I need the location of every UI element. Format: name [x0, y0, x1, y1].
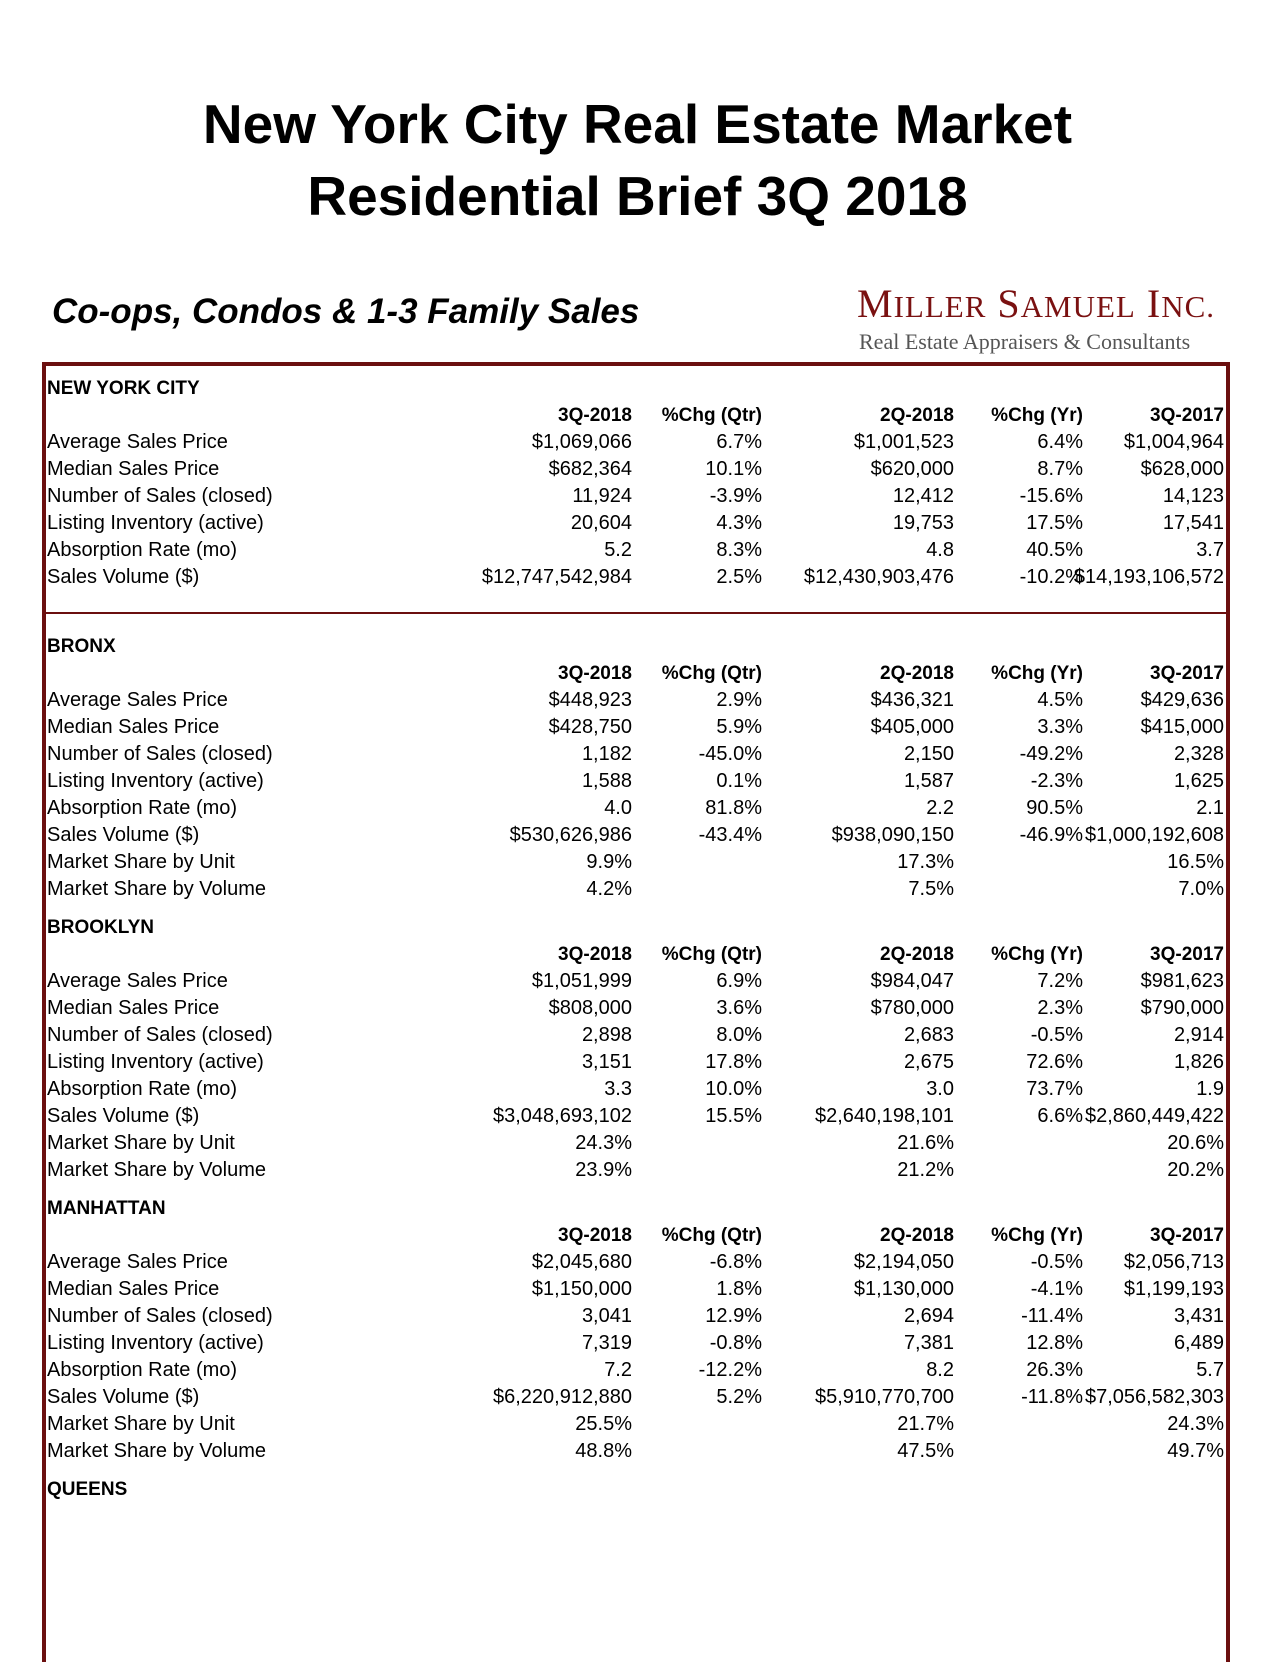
table-cell: 48.8% [575, 1440, 632, 1462]
table-cell: 3,151 [581, 1051, 632, 1073]
table-cell: -2.3% [1030, 770, 1083, 792]
table-cell: 23.9% [575, 1159, 632, 1181]
table-cell: -43.4% [698, 824, 762, 846]
table-cell: 20,604 [570, 512, 632, 534]
column-header: %Chg (Yr) [991, 663, 1083, 684]
table-cell: 17.8% [705, 1051, 762, 1073]
table-cell: -11.4% [1021, 1305, 1083, 1327]
column-header-row [46, 402, 1226, 429]
table-cell: $1,130,000 [853, 1278, 954, 1300]
table-cell: 1,625 [1173, 770, 1224, 792]
table-cell: -4.1% [1030, 1278, 1083, 1300]
table-cell: 1.9 [1196, 1078, 1224, 1100]
table-cell: 1,826 [1173, 1051, 1224, 1073]
table-cell: $1,199,193 [1123, 1278, 1224, 1300]
table-cell: 10.0% [705, 1078, 762, 1100]
section-divider [46, 612, 1226, 614]
section-title: MANHATTAN [47, 1198, 166, 1219]
table-cell: 12.9% [705, 1305, 762, 1327]
column-header: %Chg (Yr) [991, 944, 1083, 965]
table-cell: 1,182 [581, 743, 632, 765]
column-header: %Chg (Qtr) [661, 663, 762, 684]
row-label: Median Sales Price [47, 716, 220, 738]
column-header: 3Q-2017 [1150, 944, 1224, 965]
table-cell: $984,047 [870, 970, 954, 992]
table-cell: 2,683 [903, 1024, 954, 1046]
table-cell: 14,123 [1162, 485, 1224, 507]
row-label: Number of Sales (closed) [47, 1305, 273, 1327]
table-cell: $436,321 [870, 689, 954, 711]
table-cell: 5.2% [716, 1386, 762, 1408]
table-cell: $14,193,106,572 [1073, 566, 1224, 588]
table-cell: -49.2% [1019, 743, 1083, 765]
table-cell: 4.0 [604, 797, 632, 819]
table-cell: 3.6% [716, 997, 762, 1019]
table-cell: $2,640,198,101 [814, 1105, 954, 1127]
table-cell: $1,069,066 [531, 431, 632, 453]
table-cell: 6.7% [716, 431, 762, 453]
table-cell: 72.6% [1026, 1051, 1083, 1073]
table-cell: 16.5% [1167, 851, 1224, 873]
row-label: Absorption Rate (mo) [47, 1359, 238, 1381]
table-cell: 7.2% [1037, 970, 1083, 992]
table-row [46, 510, 1226, 537]
column-header-row [46, 1222, 1226, 1249]
row-label: Market Share by Volume [47, 878, 266, 900]
table-cell: 0.1% [716, 770, 762, 792]
row-label: Listing Inventory (active) [47, 512, 264, 534]
table-cell: 24.3% [1167, 1413, 1224, 1435]
table-cell: 7.0% [1178, 878, 1224, 900]
table-cell: 2.2 [926, 797, 954, 819]
row-label: Sales Volume ($) [47, 1386, 200, 1408]
table-cell: 19,753 [892, 512, 954, 534]
row-label: Market Share by Unit [47, 1132, 235, 1154]
table-row [46, 1276, 1226, 1303]
table-cell: 8.0% [716, 1024, 762, 1046]
table-cell: 11,924 [572, 485, 632, 507]
table-cell: 3.3% [1037, 716, 1083, 738]
table-cell: 3.3 [604, 1078, 632, 1100]
row-label: Absorption Rate (mo) [47, 1078, 238, 1100]
table-cell: 4.8 [926, 539, 954, 561]
table-cell: 2.1 [1196, 797, 1224, 819]
column-header: %Chg (Qtr) [661, 944, 762, 965]
table-row [46, 1157, 1226, 1184]
table-cell: -3.9% [709, 485, 762, 507]
table-cell: 8.7% [1037, 458, 1083, 480]
table-cell: 7.5% [908, 878, 954, 900]
column-header: 2Q-2018 [880, 663, 954, 684]
table-cell: $808,000 [548, 997, 632, 1019]
table-cell: $428,750 [548, 716, 632, 738]
table-cell: $2,045,680 [531, 1251, 632, 1273]
table-cell: $1,004,964 [1123, 431, 1224, 453]
table-cell: 6.4% [1037, 431, 1083, 453]
table-row [46, 1076, 1226, 1103]
row-label: Average Sales Price [47, 689, 228, 711]
table-cell: 6,489 [1173, 1332, 1224, 1354]
row-label: Market Share by Unit [47, 851, 235, 873]
row-label: Sales Volume ($) [47, 824, 200, 846]
table-cell: 7.2 [604, 1359, 632, 1381]
table-cell: 2.9% [716, 689, 762, 711]
column-header: 3Q-2018 [558, 405, 632, 426]
table-cell: 25.5% [575, 1413, 632, 1435]
table-cell: $530,626,986 [509, 824, 632, 846]
table-cell: 90.5% [1026, 797, 1083, 819]
row-label: Market Share by Volume [47, 1440, 266, 1462]
column-header: 2Q-2018 [880, 944, 954, 965]
table-cell: 9.9% [586, 851, 632, 873]
table-row [46, 687, 1226, 714]
table-row [46, 1384, 1226, 1411]
table-cell: $628,000 [1140, 458, 1224, 480]
table-cell: $938,090,150 [831, 824, 954, 846]
table-row [46, 537, 1226, 564]
column-header: 2Q-2018 [880, 1225, 954, 1246]
table-row [46, 795, 1226, 822]
column-header-row [46, 660, 1226, 687]
table-cell: 49.7% [1167, 1440, 1224, 1462]
table-row [46, 822, 1226, 849]
column-header: 3Q-2017 [1150, 1225, 1224, 1246]
section-title: QUEENS [47, 1479, 128, 1500]
table-cell: 4.2% [586, 878, 632, 900]
table-cell: 12.8% [1026, 1332, 1083, 1354]
table-cell: 21.2% [897, 1159, 954, 1181]
row-label: Listing Inventory (active) [47, 1332, 264, 1354]
table-cell: -6.8% [709, 1251, 762, 1273]
table-row [46, 1303, 1226, 1330]
region-section [46, 914, 1226, 1184]
row-label: Average Sales Price [47, 431, 228, 453]
table-cell: 5.2 [604, 539, 632, 561]
table-cell: 6.6% [1037, 1105, 1083, 1127]
table-cell: $448,923 [548, 689, 632, 711]
table-cell: 26.3% [1026, 1359, 1083, 1381]
table-cell: -10.2% [1019, 566, 1083, 588]
table-cell: 3.7 [1196, 539, 1224, 561]
table-cell: 5.9% [716, 716, 762, 738]
column-header-row [46, 941, 1226, 968]
table-cell: 81.8% [705, 797, 762, 819]
column-header: 3Q-2018 [558, 663, 632, 684]
row-label: Sales Volume ($) [47, 566, 200, 588]
table-cell: $1,000,192,608 [1084, 824, 1224, 846]
logo-wordmark: MILLER SAMUEL INC. [857, 281, 1216, 326]
table-cell: 2,914 [1173, 1024, 1224, 1046]
table-cell: $2,194,050 [853, 1251, 954, 1273]
table-cell: 6.9% [716, 970, 762, 992]
table-row [46, 429, 1226, 456]
table-cell: 17,541 [1162, 512, 1224, 534]
table-cell: $415,000 [1140, 716, 1224, 738]
title-line-2: Residential Brief 3Q 2018 [307, 165, 968, 227]
table-cell: 2,694 [903, 1305, 954, 1327]
table-cell: 3.0 [926, 1078, 954, 1100]
table-cell: 7,319 [581, 1332, 632, 1354]
row-label: Median Sales Price [47, 1278, 220, 1300]
table-cell: $1,001,523 [853, 431, 954, 453]
table-cell: 17.5% [1026, 512, 1083, 534]
column-header: 3Q-2017 [1150, 663, 1224, 684]
row-label: Number of Sales (closed) [47, 485, 273, 507]
table-cell: $6,220,912,880 [492, 1386, 632, 1408]
table-cell: 47.5% [897, 1440, 954, 1462]
row-label: Median Sales Price [47, 997, 220, 1019]
table-row [46, 849, 1226, 876]
table-row [46, 1357, 1226, 1384]
table-cell: 12,412 [892, 485, 954, 507]
row-label: Market Share by Volume [47, 1159, 266, 1181]
region-section [46, 633, 1226, 903]
row-label: Listing Inventory (active) [47, 770, 264, 792]
table-cell: $1,150,000 [531, 1278, 632, 1300]
column-header: 3Q-2018 [558, 1225, 632, 1246]
column-header: %Chg (Qtr) [661, 1225, 762, 1246]
table-row [46, 1103, 1226, 1130]
table-row [46, 483, 1226, 510]
table-row [46, 1330, 1226, 1357]
table-row [46, 564, 1226, 591]
row-label: Sales Volume ($) [47, 1105, 200, 1127]
table-cell: 15.5% [705, 1105, 762, 1127]
column-header: %Chg (Yr) [991, 1225, 1083, 1246]
table-cell: $790,000 [1140, 997, 1224, 1019]
row-label: Average Sales Price [47, 1251, 228, 1273]
table-cell: $682,364 [548, 458, 632, 480]
section-title: BROOKLYN [47, 917, 154, 938]
region-section [46, 375, 1226, 591]
table-cell: -0.5% [1030, 1251, 1083, 1273]
table-cell: 1,588 [581, 770, 632, 792]
table-cell: $780,000 [870, 997, 954, 1019]
table-cell: 2,150 [903, 743, 954, 765]
table-row [46, 1411, 1226, 1438]
table-cell: $12,430,903,476 [803, 566, 954, 588]
row-label: Market Share by Unit [47, 1413, 235, 1435]
table-cell: 10.1% [705, 458, 762, 480]
column-header: 3Q-2018 [558, 944, 632, 965]
table-cell: 73.7% [1026, 1078, 1083, 1100]
table-cell: 3,431 [1173, 1305, 1224, 1327]
title-line-1: New York City Real Estate Market [202, 93, 1073, 155]
table-cell: 40.5% [1026, 539, 1083, 561]
table-cell: 2,328 [1173, 743, 1224, 765]
table-cell: 21.6% [897, 1132, 954, 1154]
table-cell: -0.8% [709, 1332, 762, 1354]
table-cell: 20.2% [1167, 1159, 1224, 1181]
row-label: Number of Sales (closed) [47, 743, 273, 765]
row-label: Absorption Rate (mo) [47, 797, 238, 819]
table-row [46, 1049, 1226, 1076]
table-cell: $3,048,693,102 [492, 1105, 632, 1127]
table-cell: -15.6% [1019, 485, 1083, 507]
table-cell: 20.6% [1167, 1132, 1224, 1154]
page-title [0, 88, 1275, 232]
row-label: Number of Sales (closed) [47, 1024, 273, 1046]
table-cell: 1.8% [716, 1278, 762, 1300]
table-cell: $2,056,713 [1123, 1251, 1224, 1273]
table-cell: 3,041 [581, 1305, 632, 1327]
table-cell: -12.2% [698, 1359, 762, 1381]
table-row [46, 995, 1226, 1022]
table-cell: 2.3% [1037, 997, 1083, 1019]
table-row [46, 1130, 1226, 1157]
table-cell: $2,860,449,422 [1084, 1105, 1224, 1127]
row-label: Average Sales Price [47, 970, 228, 992]
table-row [46, 876, 1226, 903]
table-cell: 4.3% [716, 512, 762, 534]
table-cell: $1,051,999 [531, 970, 632, 992]
report-subtitle: Co-ops, Condos & 1-3 Family Sales [52, 292, 640, 331]
table-cell: $620,000 [870, 458, 954, 480]
region-section [46, 1476, 1226, 1503]
table-cell: $429,636 [1140, 689, 1224, 711]
table-row [46, 968, 1226, 995]
table-cell: $7,056,582,303 [1084, 1386, 1224, 1408]
table-cell: -46.9% [1019, 824, 1083, 846]
company-logo [857, 282, 1217, 355]
table-cell: $5,910,770,700 [814, 1386, 954, 1408]
table-cell: 5.7 [1196, 1359, 1224, 1381]
table-cell: 8.3% [716, 539, 762, 561]
table-cell: 2,898 [581, 1024, 632, 1046]
section-title: NEW YORK CITY [47, 378, 200, 399]
column-header: 3Q-2017 [1150, 405, 1224, 426]
table-row [46, 456, 1226, 483]
column-header: %Chg (Yr) [991, 405, 1083, 426]
table-row [46, 1249, 1226, 1276]
table-cell: $12,747,542,984 [481, 566, 632, 588]
table-cell: 21.7% [897, 1413, 954, 1435]
table-row [46, 1438, 1226, 1465]
table-cell: 2.5% [716, 566, 762, 588]
table-row [46, 714, 1226, 741]
table-cell: 17.3% [897, 851, 954, 873]
table-row [46, 1022, 1226, 1049]
section-title: BRONX [47, 636, 116, 657]
table-cell: 4.5% [1037, 689, 1083, 711]
table-cell: -11.8% [1021, 1386, 1083, 1408]
region-section [46, 1195, 1226, 1465]
table-cell: $405,000 [870, 716, 954, 738]
row-label: Listing Inventory (active) [47, 1051, 264, 1073]
table-cell: 24.3% [575, 1132, 632, 1154]
row-label: Absorption Rate (mo) [47, 539, 238, 561]
table-cell: 7,381 [903, 1332, 954, 1354]
table-cell: 2,675 [903, 1051, 954, 1073]
table-cell: $981,623 [1140, 970, 1224, 992]
column-header: 2Q-2018 [880, 405, 954, 426]
table-cell: -0.5% [1030, 1024, 1083, 1046]
table-row [46, 741, 1226, 768]
row-label: Median Sales Price [47, 458, 220, 480]
table-cell: 1,587 [903, 770, 954, 792]
table-row [46, 768, 1226, 795]
table-cell: 8.2 [926, 1359, 954, 1381]
table-cell: -45.0% [698, 743, 762, 765]
logo-tagline: Real Estate Appraisers & Consultants [859, 329, 1191, 354]
column-header: %Chg (Qtr) [661, 405, 762, 426]
